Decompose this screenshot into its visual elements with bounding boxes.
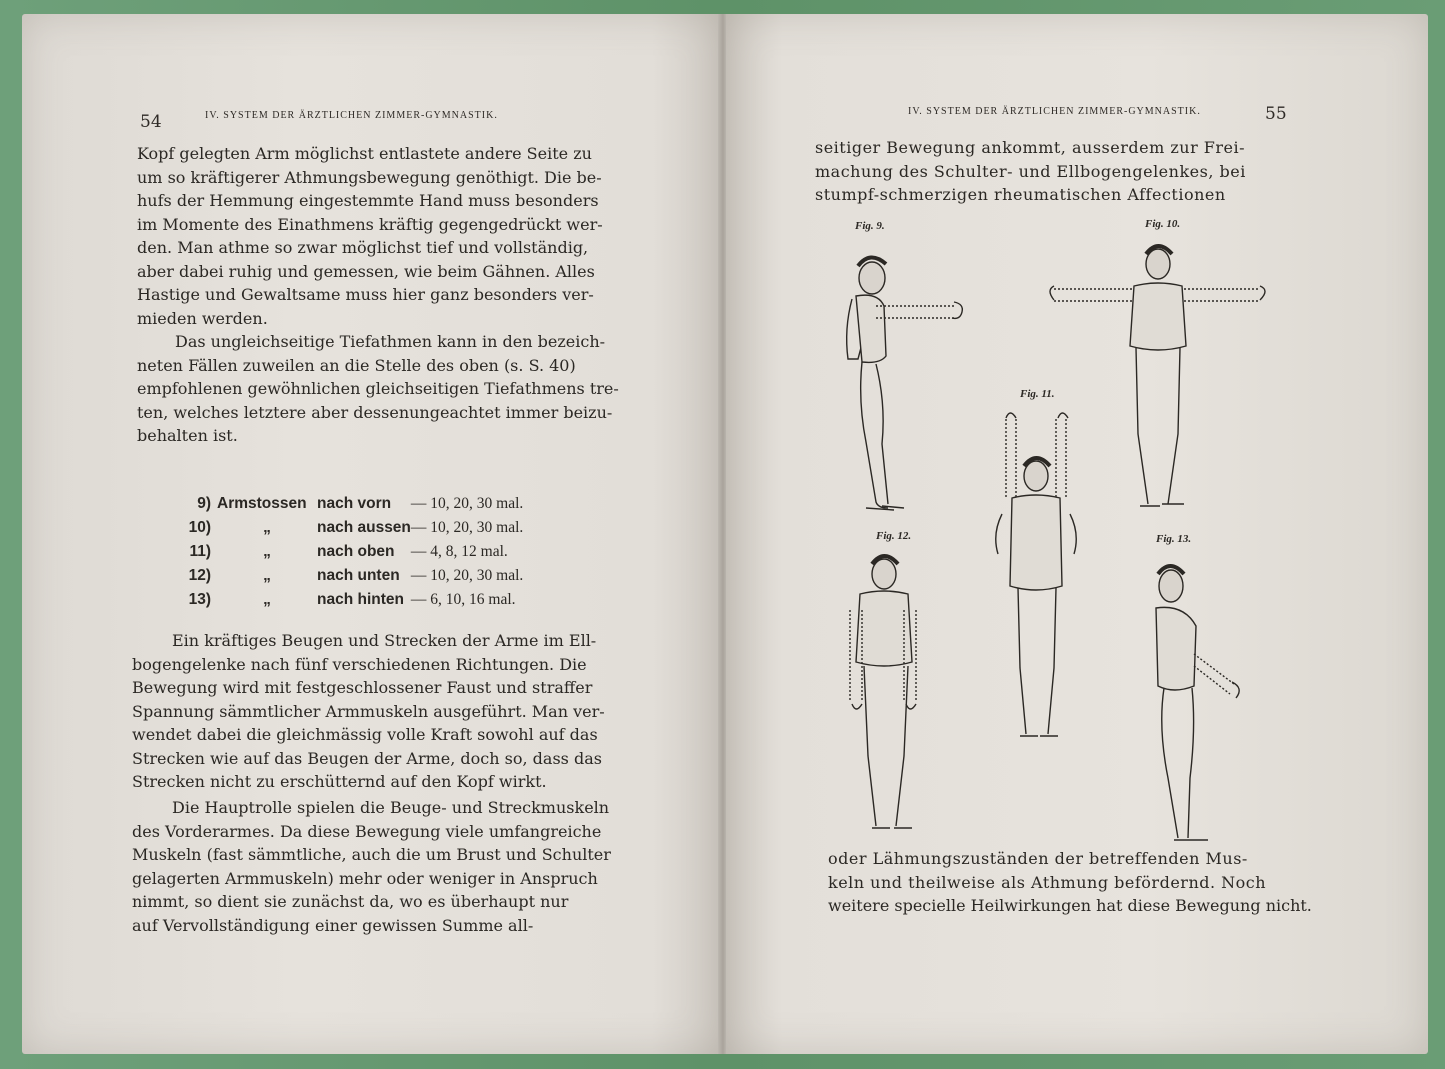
text-line: im Momente des Einathmens kräftig gegengedrückt wer- [137,214,603,234]
text-line: den. Man athme so zwar möglichst tief und vollständig, [137,238,589,257]
text-line: weitere specielle Heilwirkungen hat diese Bewegung nicht. [828,896,1312,915]
text-line: Hastige und Gewaltsame muss hier ganz besonders ver- [137,285,594,304]
text-line: Muskeln (fast sämmtliche, auch die um Brust und Schulter [132,845,611,864]
fig-12-caption: Fig. 12. [876,530,912,542]
exercise-name: Armstossen [217,495,307,512]
left-paragraph-2 [137,330,617,448]
text-line: wendet dabei die gleichmässig volle Kraft sowohl auf das [132,725,598,744]
right-bottom-text [828,847,1312,918]
text-line: Strecken nicht zu erschütternd auf den Kopf wirkt. [132,772,547,791]
exercise-row [165,492,523,516]
exercise-counts: — 4, 8, 12 mal. [410,543,508,560]
text-line: Spannung sämmtlicher Armmuskeln ausgeführt. Man ver- [132,701,605,721]
exercise-name: „ [263,591,271,608]
exercise-direction: nach unten [317,567,400,584]
exercise-direction: nach hinten [317,591,404,608]
exercise-counts: — 6, 10, 16 mal. [410,591,516,608]
exercise-name: „ [263,543,271,560]
text-line: gelagerten Armmuskeln) mehr oder weniger in Anspruch [132,868,598,888]
exercise-counts: — 10, 20, 30 mal. [410,519,524,536]
text-line: stumpf-schmerzigen rheumatischen Affectionen [815,185,1226,204]
right-page-number: 55 [1265,104,1287,124]
exercise-counts: — 10, 20, 30 mal. [410,567,524,584]
figure-11-illustration [996,413,1077,736]
left-page-number: 54 [140,112,162,132]
text-line: Das ungleichseitige Tiefathmen kann in den bezeich- [175,332,606,351]
exercise-number: 12) [188,567,211,584]
text-line: Ein kräftiges Beugen und Strecken der Arme im Ell- [172,631,597,650]
text-line: nimmt, so dient sie zunächst da, wo es überhaupt nur [132,892,569,911]
left-paragraph-4 [132,796,622,937]
exercise-number: 9) [197,495,211,512]
exercise-number: 13) [188,591,211,608]
text-line: empfohlenen gewöhnlichen gleichseitigen Tiefathmens tre- [137,379,619,398]
exercise-number: 11) [189,543,211,560]
exercise-row [165,516,523,540]
text-line: neten Fällen zuweilen an die Stelle des oben (s. S. 40) [137,355,576,375]
exercise-counts: — 10, 20, 30 mal. [410,495,524,512]
text-line: um so kräftigerer Athmungsbewegung genöthigt. Die be- [137,167,602,187]
left-paragraph-3 [132,629,622,794]
exercise-number: 10) [188,519,211,536]
left-running-head: IV. SYSTEM DER ÄRZTLICHEN ZIMMER-GYMNASTIK. [205,110,498,121]
text-line: bogengelenke nach fünf verschiedenen Richtungen. Die [132,654,587,674]
exercise-direction: nach oben [317,543,395,560]
fig-11-caption: Fig. 11. [1020,388,1055,400]
exercise-row [165,540,523,564]
text-line: Bewegung wird mit festgeschlossener Faust und straffer [132,678,593,697]
exercise-name: „ [263,567,271,584]
text-line: auf Vervollständigung einer gewissen Summe all- [132,915,534,935]
right-running-head: IV. SYSTEM DER ÄRZTLICHEN ZIMMER-GYMNASTIK. [908,106,1201,117]
figure-12-illustration [850,556,916,828]
text-line: keln und theilweise als Athmung befördernd. Noch [828,872,1267,892]
text-line: behalten ist. [137,426,238,445]
text-line: Strecken wie auf das Beugen der Arme, doch so, dass das [132,748,602,768]
exercise-row [165,564,523,588]
figure-13-illustration [1156,566,1239,840]
exercise-direction: nach vorn [317,495,392,512]
text-line: oder Lähmungszuständen der betreffenden Mus- [828,849,1248,868]
figure-9-illustration [847,257,963,510]
exercise-list [165,492,523,612]
text-line: des Vorderarmes. Da diese Bewegung viele umfangreiche [132,821,602,841]
text-line: mieden werden. [137,308,268,328]
figure-10-illustration [1050,246,1265,506]
exercise-row [165,588,523,612]
text-line: seitiger Bewegung ankommt, ausserdem zur Frei- [815,138,1246,157]
fig-9-caption: Fig. 9. [855,220,885,232]
fig-13-caption: Fig. 13. [1156,533,1192,545]
exercise-name: „ [263,519,271,536]
left-paragraph-1 [137,142,617,330]
text-line: aber dabei ruhig und gemessen, wie beim Gähnen. Alles [137,261,595,281]
text-line: Kopf gelegten Arm möglichst entlastete andere Seite zu [137,144,592,163]
text-line: machung des Schulter- und Ellbogengelenkes, bei [815,161,1246,181]
fig-10-caption: Fig. 10. [1145,218,1181,230]
text-line: hufs der Hemmung eingestemmte Hand muss besonders [137,191,599,210]
exercise-direction: nach aussen [317,519,411,536]
text-line: Die Hauptrolle spielen die Beuge- und Streckmuskeln [172,798,610,817]
text-line: ten, welches letztere aber dessenungeachtet immer beizu- [137,402,613,422]
